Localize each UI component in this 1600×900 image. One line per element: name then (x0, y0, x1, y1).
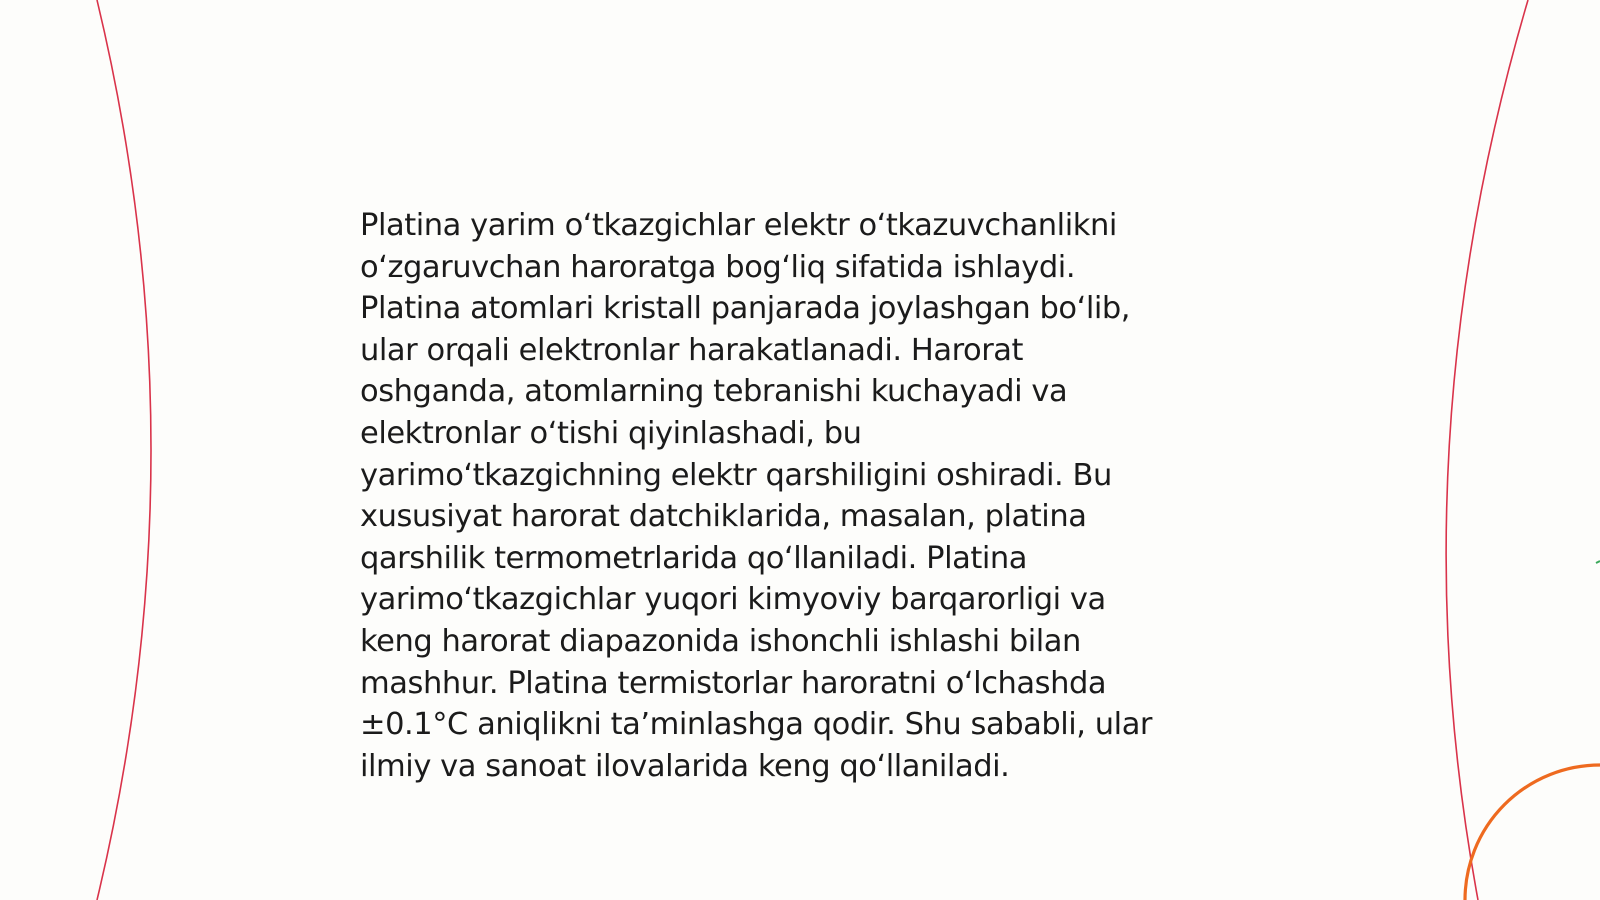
green-accent-mark (1596, 561, 1600, 563)
body-line: ilmiy va sanoat ilovalarida keng qo‘llaniladi. (360, 748, 1010, 784)
body-line: yarimo‘tkazgichning elektr qarshiligini oshiradi. Bu (360, 457, 1112, 493)
body-line: ±0.1°C aniqlikni ta’minlashga qodir. Shu sababli, ular (360, 707, 1153, 743)
body-line: ular orqali elektronlar harakatlanadi. Harorat (360, 332, 1024, 368)
body-line: o‘zgaruvchan haroratga bog‘liq sifatida ishlaydi. (360, 249, 1076, 285)
body-line: qarshilik termometrlarida qo‘llaniladi. Platina (360, 540, 1027, 576)
body-line: keng harorat diapazonida ishonchli ishlashi bilan (360, 623, 1081, 659)
body-line: xususiyat harorat datchiklarida, masalan, platina (360, 499, 1087, 535)
body-line: oshganda, atomlarning tebranishi kuchayadi va (360, 374, 1068, 410)
left-arc-line (97, 0, 151, 900)
body-line: yarimo‘tkazgichlar yuqori kimyoviy barqarorligi va (360, 582, 1106, 618)
body-line: mashhur. Platina termistorlar haroratni o‘lchashda (360, 665, 1107, 701)
body-line: elektronlar o‘tishi qiyinlashadi, bu (360, 415, 862, 451)
right-arc-line (1446, 0, 1528, 900)
body-line: Platina atomlari kristall panjarada joylashgan bo‘lib, (360, 291, 1131, 327)
body-paragraph (360, 205, 1220, 787)
body-line: Platina yarim o‘tkazgichlar elektr o‘tkazuvchanlikni (360, 208, 1117, 243)
orange-circle-outline (1465, 765, 1600, 900)
